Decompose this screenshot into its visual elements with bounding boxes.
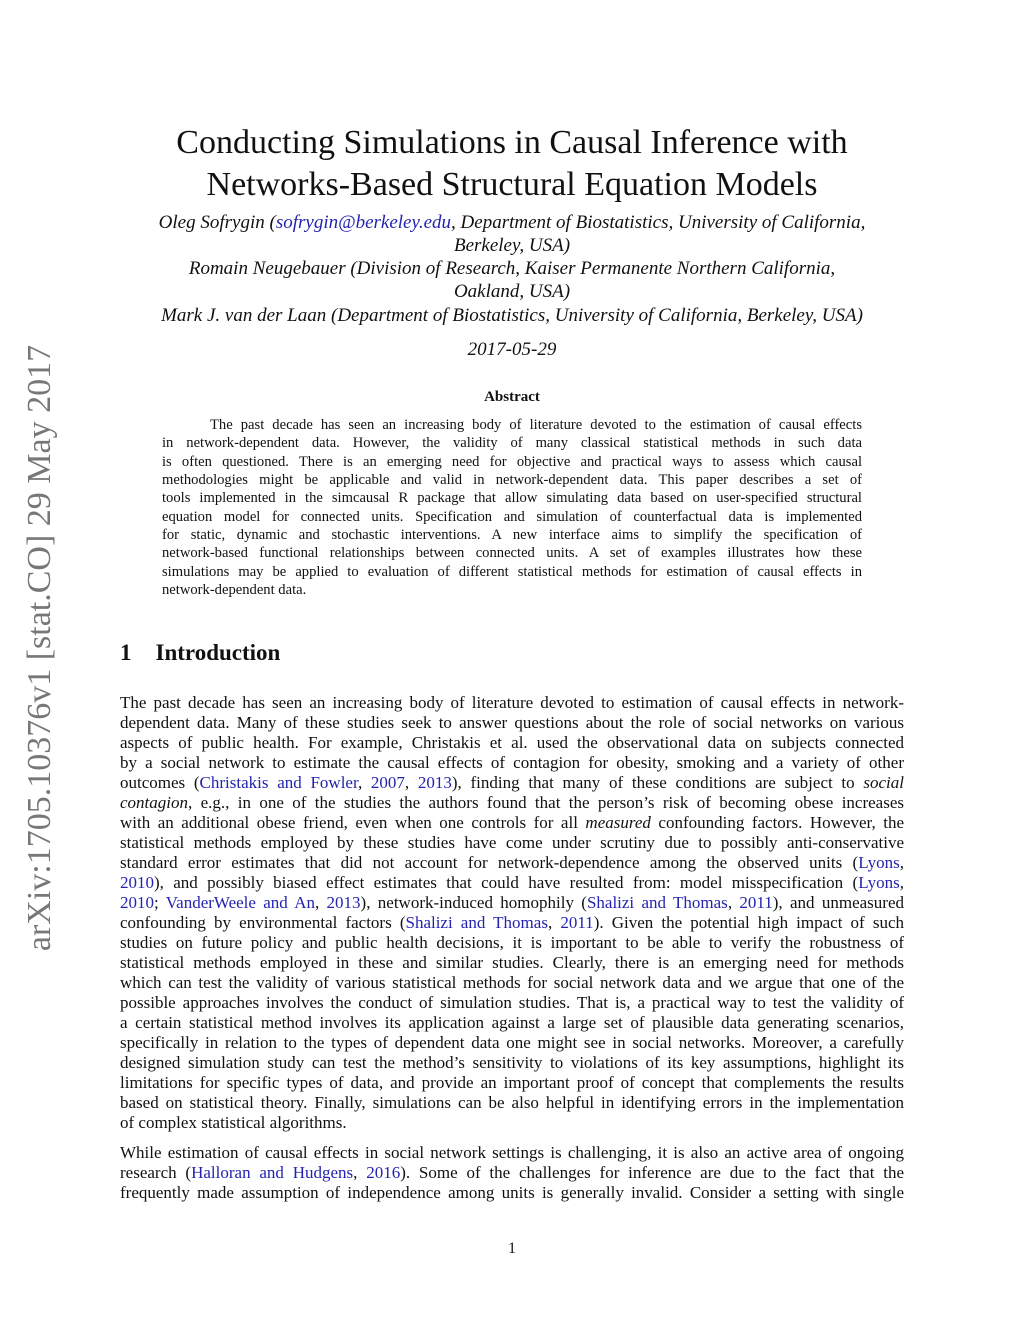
section-title: Introduction: [155, 640, 281, 665]
text-run: ). Given the potential high impact of such: [593, 913, 904, 932]
paragraph-line: [120, 893, 904, 913]
citation-link[interactable]: 2010: [120, 873, 154, 892]
text-run: ). Some of the challenges for inference are due to the fact that the: [400, 1163, 905, 1182]
text-run: ), finding that many of these conditions are subject to: [451, 773, 864, 792]
text-run: dependent data. Many of these studies seek to answer questions about the role of social networks on various: [120, 713, 904, 732]
text-run: ), network-induced homophily (: [360, 893, 587, 912]
paragraph-line: [120, 853, 904, 873]
paragraph-line: [120, 713, 904, 733]
text-run: ), and unmeasured: [772, 893, 905, 912]
citation-link[interactable]: 2011: [560, 913, 594, 932]
paragraph-line: [120, 773, 904, 793]
text-run: ), and possibly biased effect estimates that could have resulted from: model misspecification (: [154, 873, 859, 892]
text-run: ,: [899, 873, 904, 892]
text-run: Oleg Sofrygin (: [158, 212, 276, 233]
citation-link[interactable]: Lyons: [858, 873, 900, 892]
paragraph-line: [120, 833, 904, 853]
paragraph-line: [120, 1093, 904, 1113]
citation-link[interactable]: 2016: [366, 1163, 401, 1182]
paragraph-line: [120, 1183, 904, 1203]
arxiv-watermark: arXiv:1705.10376v1 [stat.CO] 29 May 2017: [21, 344, 58, 952]
text-run: ,: [353, 1163, 367, 1182]
citation-link[interactable]: 2013: [417, 773, 452, 792]
author-line: [0, 281, 1024, 303]
paragraph-line: [120, 693, 904, 713]
text-run: based on statistical theory. Finally, simulations can be also helpful in identifying errors in the implementation: [120, 1093, 904, 1112]
text-run: , Department of Biostatistics, University of California,: [451, 212, 866, 233]
page-number: 1: [508, 1240, 516, 1257]
text-run: Berkeley, USA): [453, 235, 571, 256]
text-run: ,: [357, 773, 371, 792]
paper-title-line-1: Conducting Simulations in Causal Inference with: [176, 124, 848, 161]
text-run: specifically in relation to the types of dependent data one might see in social networks. Moreover, a carefully: [120, 1033, 904, 1052]
text-run: which can test the validity of various statistical methods for social network data and we argue that one of the: [120, 973, 904, 992]
author-line: [0, 235, 1024, 257]
paragraph-line: [120, 973, 904, 993]
paragraph-line: [120, 1113, 904, 1133]
abstract-line: network-dependent data.: [162, 582, 307, 599]
paper-title-line-2: Networks-Based Structural Equation Models: [206, 166, 818, 203]
text-run: , e.g., in one of the studies the authors found that the person’s risk of becoming obese increases: [188, 793, 904, 812]
text-run: of complex statistical algorithms.: [120, 1113, 347, 1132]
citation-link[interactable]: Shalizi and Thomas: [405, 913, 548, 932]
paragraph-line: [120, 993, 904, 1013]
paragraph-line: [120, 1143, 904, 1163]
paragraph-line: [120, 1073, 904, 1093]
paragraph-line: [120, 793, 904, 813]
author-line: [0, 305, 1024, 327]
text-run: aspects of public health. For example, Christakis et al. used the observational data on subjects connected: [120, 733, 904, 752]
citation-link[interactable]: 2013: [326, 893, 361, 912]
text-run: studies on future policy and public health decisions, it is important to be able to verify the robustness of: [120, 933, 904, 952]
text-run: research (: [120, 1163, 192, 1182]
citation-link[interactable]: 2007: [370, 773, 405, 792]
abstract-line: network-based functional relationships between connected units. A set of examples illustrates how these: [162, 545, 862, 562]
text-run: ;: [154, 893, 166, 912]
text-run: with an additional obese friend, even when one controls for all: [120, 813, 586, 832]
citation-link[interactable]: 2011: [739, 893, 773, 912]
citation-link[interactable]: Lyons: [858, 853, 900, 872]
text-run: limitations for specific types of data, and provide an important proof of concept that complements the results: [120, 1073, 904, 1092]
text-run: ,: [727, 893, 740, 912]
text-run: ,: [314, 893, 327, 912]
paragraph-line: [120, 953, 904, 973]
paragraph-line: [120, 1033, 904, 1053]
text-run: Romain Neugebauer (Division of Research, Kaiser Permanente Northern California,: [188, 258, 836, 279]
abstract-line: in network-dependent data. However, the validity of many classical statistical methods in such data: [162, 435, 862, 452]
abstract-line: equation model for connected units. Specification and simulation of counterfactual data is implemented: [162, 508, 862, 525]
citation-link[interactable]: VanderWeele and An: [165, 893, 315, 912]
text-run: outcomes (: [120, 773, 200, 792]
text-run: ,: [404, 773, 418, 792]
abstract-line: is often questioned. There is an emerging need for objective and practical ways to assess which causal: [162, 453, 862, 470]
abstract-heading: Abstract: [484, 389, 540, 405]
text-run: ,: [547, 913, 561, 932]
paragraph-line: [120, 1163, 904, 1183]
section-heading: [120, 640, 280, 666]
citation-link[interactable]: Shalizi and Thomas: [586, 893, 728, 912]
text-run: possible approaches involves the conduct of simulation studies. That is, a practical way to test the validity of: [120, 993, 904, 1012]
citation-link[interactable]: Christakis and Fowler: [199, 773, 358, 792]
text-run: ,: [899, 853, 904, 872]
paragraph-line: [120, 933, 904, 953]
text-run: frequently made assumption of independence among units is generally invalid. Consider a setting with single: [120, 1183, 904, 1202]
paragraph-line: [120, 753, 904, 773]
author-line: [0, 212, 1024, 234]
paragraph-line: [120, 733, 904, 753]
citation-link[interactable]: 2010: [120, 893, 154, 912]
text-run: designed simulation study can test the method’s sensitivity to violations of its key assumptions, highlight its: [120, 1053, 904, 1072]
text-run: standard error estimates that did not account for network-dependence among the observed units (: [120, 853, 859, 872]
author-line: [0, 258, 1024, 280]
paragraph-line: [120, 813, 904, 833]
text-run: social: [863, 773, 904, 792]
paragraph-line: [120, 873, 904, 893]
paragraph-line: [120, 1013, 904, 1033]
abstract-line: tools implemented in the simcausal R package that allow simulating data based on user-specified structural: [162, 490, 862, 507]
paragraph-line: [120, 1053, 904, 1073]
abstract-line: The past decade has seen an increasing body of literature devoted to the estimation of causal effects: [162, 417, 862, 433]
text-run: confounding factors. However, the: [650, 813, 904, 832]
abstract-line: for static, dynamic and stochastic interventions. A new interface aims to simplify the specification of: [162, 527, 862, 544]
paper-date: 2017-05-29: [467, 339, 557, 360]
citation-link[interactable]: sofrygin@berkeley.edu: [275, 212, 452, 233]
abstract-line: methodologies might be applicable and valid in network-dependent data. This paper describes a set of: [162, 472, 862, 489]
citation-link[interactable]: Halloran and Hudgens: [191, 1163, 354, 1182]
text-run: statistical methods employed in these and similar studies. Clearly, there is an emerging need for methods: [120, 953, 904, 972]
text-run: a certain statistical method involves its application against a large set of plausible data generating scenarios,: [120, 1013, 904, 1032]
section-number: 1: [120, 640, 132, 665]
text-run: Oakland, USA): [453, 281, 571, 302]
text-run: by a social network to estimate the causal effects of contagion for obesity, smoking and a variety of other: [120, 753, 904, 772]
text-run: contagion: [120, 793, 188, 812]
paragraph-line: [120, 913, 904, 933]
text-run: Mark J. van der Laan (Department of Biostatistics, University of California, Berkeley, USA): [161, 305, 863, 326]
text-run: measured: [585, 813, 651, 832]
text-run: confounding by environmental factors (: [120, 913, 406, 932]
text-run: The past decade has seen an increasing body of literature devoted to estimation of causal effects in network-: [120, 693, 904, 712]
text-run: statistical methods employed by these studies have come under scrutiny due to possibly anti-conservative: [120, 833, 904, 852]
text-run: While estimation of causal effects in social network settings is challenging, it is also an active area of ongoing: [120, 1143, 904, 1162]
abstract-line: simulations may be applied to evaluation of different statistical methods for estimation of causal effects in: [162, 563, 862, 580]
